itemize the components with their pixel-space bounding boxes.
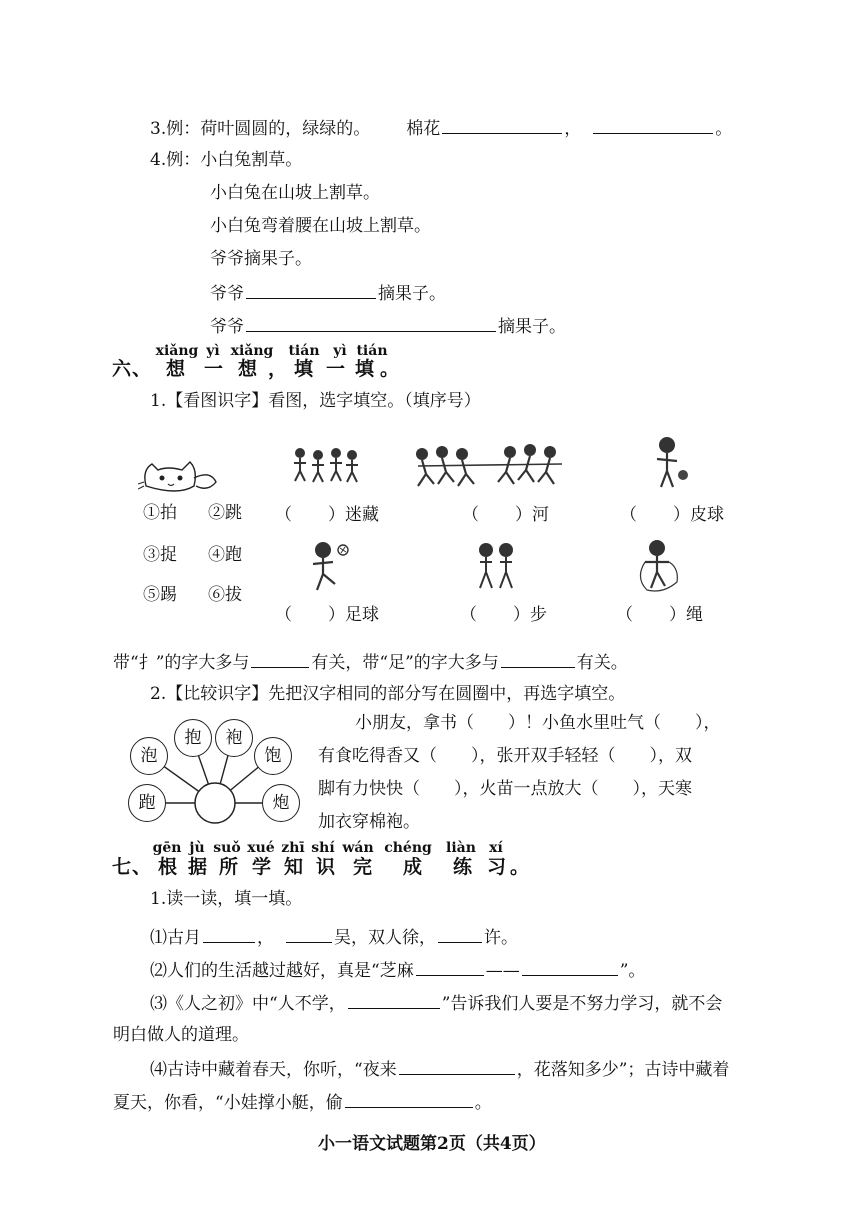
blank[interactable] [203, 925, 255, 943]
blank[interactable] [286, 925, 332, 943]
heading-char: 所 [219, 856, 240, 878]
option-2: ②跳 [208, 503, 242, 523]
heading-char: 成 [403, 856, 424, 878]
option-6: ⑥拔 [208, 585, 242, 605]
answer-item[interactable] [275, 600, 379, 625]
blank[interactable] [438, 925, 482, 943]
q4-blank-2[interactable] [246, 314, 496, 332]
item-text: ，花落知多少”；古诗中藏着 [516, 1060, 730, 1080]
q3-word: 棉花 [406, 119, 441, 139]
sec7-pinyin [150, 840, 508, 856]
q3-blank-2[interactable] [593, 116, 713, 134]
fan-char: 跑 [128, 784, 166, 822]
blank[interactable] [416, 958, 484, 976]
heading-char: 填 [355, 358, 376, 380]
s7q1-item-c [150, 991, 722, 1015]
pinyin: zhī [281, 840, 305, 856]
pinyin: yì [206, 343, 220, 359]
pinyin: chéng [384, 840, 432, 856]
item-text: ）河 [515, 505, 549, 525]
q4-line4 [210, 281, 446, 305]
sec7-heading [112, 856, 531, 878]
item-text: ⑷古诗中藏着春天，你听，“夜来 [150, 1060, 397, 1080]
s6q2-text-line-3: 脚有力快快（ ），火苗一点放大（ ），天寒 [318, 779, 692, 799]
blank[interactable] [399, 1057, 515, 1075]
option-1: ①拍 [143, 503, 177, 523]
paren-open: （ [620, 505, 637, 525]
item-text: ”告诉我们人要是不努力学习，就不会 [441, 994, 723, 1014]
heading-char: 完 [353, 856, 374, 878]
q4-line5-pre: 爷爷 [210, 317, 244, 337]
running-illustration [472, 540, 522, 595]
s6q1-title: 1.【看图识字】看图，选字填空。（填序号） [150, 391, 481, 411]
item-text: 夏天，你看，“小娃撑小艇，偷 [113, 1093, 343, 1113]
s6q2-text-line-1: 小朋友，拿书（ ）！小鱼水里吐气（ ）， [355, 713, 721, 733]
soccer-illustration [305, 540, 355, 595]
item-text: ）步 [513, 605, 547, 625]
item-text: ⑶《人之初》中“人不学， [150, 994, 346, 1014]
heading-char: 习 [487, 856, 508, 878]
answer-item[interactable] [620, 500, 724, 525]
item-text: ）绳 [669, 605, 703, 625]
hide-and-seek-illustration [290, 445, 365, 485]
heading-char: 一 [204, 358, 225, 380]
q4-line4-pre: 爷爷 [210, 284, 244, 304]
item-text: 。 [474, 1093, 492, 1113]
option-3: ③捉 [143, 545, 177, 565]
heading-char: 知 [284, 856, 305, 878]
heading-char: 据 [188, 856, 209, 878]
summary-text: 有关。 [576, 653, 628, 673]
s7q1-item-d-cont [113, 1090, 492, 1114]
item-text: ”。 [619, 961, 646, 981]
heading-char: ， [268, 358, 289, 380]
fan-char: 炮 [262, 784, 300, 822]
summary-blank-1[interactable] [251, 650, 309, 668]
item-text: ）迷藏 [328, 505, 379, 525]
heading-char: 根 [158, 856, 179, 878]
pinyin: xiǎng [155, 343, 199, 359]
q4-line3: 爷爷摘果子。 [210, 249, 312, 269]
q3-line [150, 116, 732, 140]
pinyin: suǒ [213, 840, 241, 856]
page-footer: 小一语文试题第2页（共4页） [318, 1134, 546, 1154]
pinyin: wán [342, 840, 374, 856]
paren-open: （ [275, 505, 292, 525]
summary-text: 有关，带“足”的字大多与 [311, 653, 499, 673]
q3-comma: ， [564, 119, 582, 139]
answer-item[interactable] [616, 600, 703, 625]
blank[interactable] [522, 958, 618, 976]
fan-char: 袍 [215, 719, 253, 757]
item-text: ， [257, 928, 274, 948]
pinyin: xiǎng [230, 343, 274, 359]
item-text: ⑵人们的生活越过越好，真是“芝麻 [150, 961, 414, 981]
pinyin: xué [247, 840, 275, 856]
item-text: ）皮球 [673, 505, 724, 525]
fan-char: 抱 [174, 719, 212, 757]
answer-item[interactable] [462, 500, 549, 525]
heading-char: 想 [238, 358, 259, 380]
q4-line5-post: 摘果子。 [498, 317, 566, 337]
pinyin: jù [189, 840, 205, 856]
summary-text: 带“扌”的字大多与 [113, 653, 250, 673]
tug-of-war-illustration [410, 440, 570, 490]
heading-char: 学 [252, 856, 273, 878]
item-text: —— [485, 961, 520, 981]
item-text: ）足球 [328, 605, 379, 625]
bouncing-ball-illustration [645, 435, 695, 490]
heading-char: 想 [166, 358, 187, 380]
q4-line1: 小白兔在山坡上割草。 [210, 183, 380, 203]
q3-blank-1[interactable] [442, 116, 562, 134]
paren-open: （ [616, 605, 633, 625]
pinyin: tián [288, 343, 320, 359]
s6q2-text-line-4: 加衣穿棉袍。 [318, 812, 420, 832]
fan-char: 泡 [130, 737, 168, 775]
pinyin: yì [333, 343, 347, 359]
option-5: ⑤踢 [143, 585, 177, 605]
s7q1-item-d [150, 1057, 729, 1081]
paren-open: （ [275, 605, 292, 625]
item-text: 吴，双人徐， [334, 928, 436, 948]
item-text: ⑴古月 [150, 928, 201, 948]
sec7-number: 七、 [112, 856, 153, 878]
heading-char: 练 [453, 856, 474, 878]
answer-item[interactable] [275, 500, 379, 525]
pinyin: xí [489, 840, 503, 856]
option-4: ④跑 [208, 545, 242, 565]
q3-period: 。 [715, 119, 733, 139]
s7q1-item-c-cont: 明白做人的道理。 [113, 1025, 249, 1045]
q4-title: 4.例：小白兔割草。 [150, 150, 303, 170]
sec6-heading [112, 358, 401, 380]
answer-item[interactable] [460, 600, 547, 625]
blank[interactable] [348, 991, 440, 1009]
q4-line4-post: 摘果子。 [378, 284, 446, 304]
q4-line2: 小白兔弯着腰在山坡上割草。 [210, 216, 431, 236]
s6q2-title: 2.【比较识字】先把汉字相同的部分写在圆圈中，再选字填空。 [150, 684, 626, 704]
summary-blank-2[interactable] [501, 650, 575, 668]
q4-line5 [210, 314, 566, 338]
fan-char: 饱 [254, 737, 292, 775]
s7q1-item-a [150, 925, 518, 949]
item-text: 许。 [484, 928, 518, 948]
cat-illustration [138, 456, 228, 496]
pinyin: liàn [446, 840, 476, 856]
heading-char: 。 [510, 856, 531, 878]
paren-open: （ [460, 605, 477, 625]
q3-prefix: 3.例：荷叶圆圆的，绿绿的。 [150, 119, 371, 139]
s7q1-title: 1.读一读，填一填。 [150, 889, 303, 909]
heading-char: 一 [326, 358, 347, 380]
q4-blank-1[interactable] [246, 281, 376, 299]
sec6-number: 六、 [112, 358, 153, 380]
heading-char: 填 [294, 358, 315, 380]
jump-rope-illustration [633, 538, 683, 593]
s7q1-item-b [150, 958, 645, 982]
blank[interactable] [345, 1090, 473, 1108]
s6q2-text-line-2: 有食吃得香又（ ），张开双手轻轻（ ），双 [318, 746, 692, 766]
heading-char: 识 [316, 856, 337, 878]
pinyin: gēn [152, 840, 182, 856]
s6q1-summary [113, 650, 628, 674]
paren-open: （ [462, 505, 479, 525]
pinyin: shí [311, 840, 335, 856]
pinyin: tián [356, 343, 388, 359]
sec6-pinyin [152, 343, 392, 359]
heading-char: 。 [380, 358, 401, 380]
